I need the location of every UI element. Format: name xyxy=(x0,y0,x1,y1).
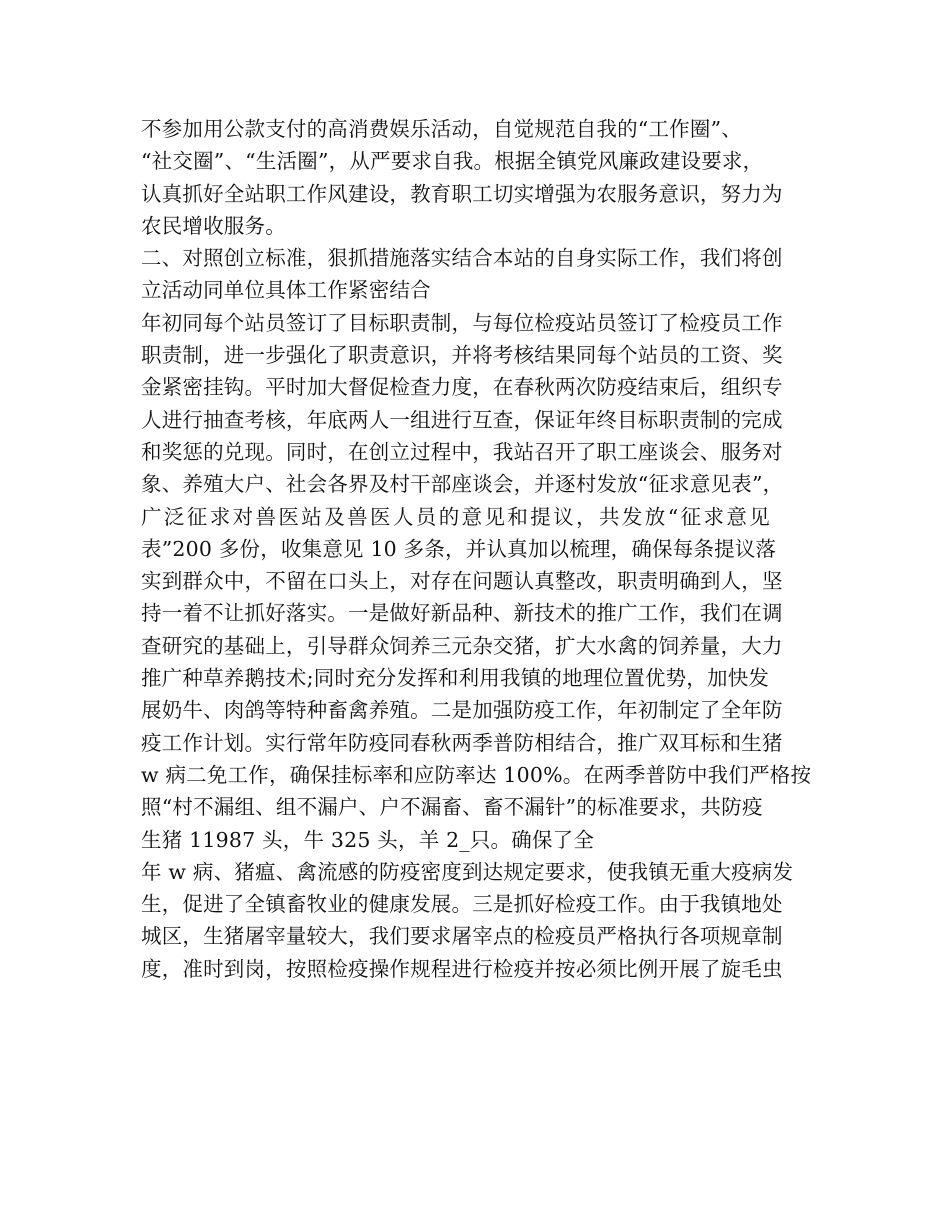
text-line: 推广种草养鹅技术;同时充分发挥和利用我镇的地理位置优势，加快发 xyxy=(141,666,770,691)
text-line: 展奶牛、肉鸽等特种畜禽养殖。二是加强防疫工作，年初制定了全年防 xyxy=(141,698,783,723)
section-heading-line: 二、对照创立标准，狠抓措施落实结合本站的自身实际工作，我们将创 xyxy=(141,246,783,271)
text-line: 疫工作计划。实行常年防疫同春秋两季普防相结合，推广双耳标和生猪 xyxy=(141,730,783,755)
section-heading-line: 立活动同单位具体工作紧密结合 xyxy=(141,278,431,303)
text-line: 职责制，进一步强化了职责意识，并将考核结果同每个站员的工资、奖 xyxy=(141,343,783,368)
text-line: 年 w 病、猪瘟、禽流感的防疫密度到达规定要求，使我镇无重大疫病发 xyxy=(141,859,794,884)
text-line: “社交圈”、“生活圈”，从严要求自我。根据全镇党风廉政建设要求， xyxy=(141,149,764,174)
text-line: 度，准时到岗，按照检疫操作规程进行检疫并按必须比例开展了旋毛虫 xyxy=(141,956,783,981)
text-line: 农民增收服务。 xyxy=(141,213,286,238)
text-line: w 病二免工作，确保挂标率和应防率达 100%。在两季普防中我们严格按 xyxy=(141,762,812,787)
text-line: 表”200 多份，收集意见 10 多条，并认真加以梳理，确保每条提议落 xyxy=(141,536,777,561)
text-line: 和奖惩的兑现。同时，在创立过程中，我站召开了职工座谈会、服务对 xyxy=(141,439,783,464)
text-line: 金紧密挂钩。平时加大督促检查力度，在春秋两次防疫结束后，组织专 xyxy=(141,375,783,400)
text-line: 象、养殖大户、社会各界及村干部座谈会，并逐村发放“征求意见表”， xyxy=(141,472,784,497)
text-line: 人进行抽查考核，年底两人一组进行互查，保证年终目标职责制的完成 xyxy=(141,407,783,432)
text-line: 年初同每个站员签订了目标职责制，与每位检疫站员签订了检疫员工作 xyxy=(141,310,783,335)
text-line: 照“村不漏组、组不漏户、户不漏畜、畜不漏针”的标准要求，共防疫 xyxy=(141,795,763,820)
text-line: 认真抓好全站职工作风建设，教育职工切实增强为农服务意识，努力为 xyxy=(141,181,783,206)
text-line: 查研究的基础上，引导群众饲养三元杂交猪，扩大水禽的饲养量，大力 xyxy=(141,633,783,658)
text-line: 广泛征求对兽医站及兽医人员的意见和提议，共发放“征求意见 xyxy=(141,504,773,529)
text-line: 生猪 11987 头，牛 325 头，羊 2_只。确保了全 xyxy=(141,827,595,852)
text-line: 不参加用公款支付的高消费娱乐活动，自觉规范自我的“工作圈”、 xyxy=(141,117,742,141)
text-line: 持一着不让抓好落实。一是做好新品种、新技术的推广工作，我们在调 xyxy=(141,601,783,626)
text-line: 城区，生猪屠宰量较大，我们要求屠宰点的检疫员严格执行各项规章制 xyxy=(141,924,783,949)
body-text xyxy=(141,113,821,985)
text-line: 生，促进了全镇畜牧业的健康发展。三是抓好检疫工作。由于我镇地处 xyxy=(141,892,783,917)
text-line: 实到群众中，不留在口头上，对存在问题认真整改，职责明确到人，坚 xyxy=(141,569,783,594)
